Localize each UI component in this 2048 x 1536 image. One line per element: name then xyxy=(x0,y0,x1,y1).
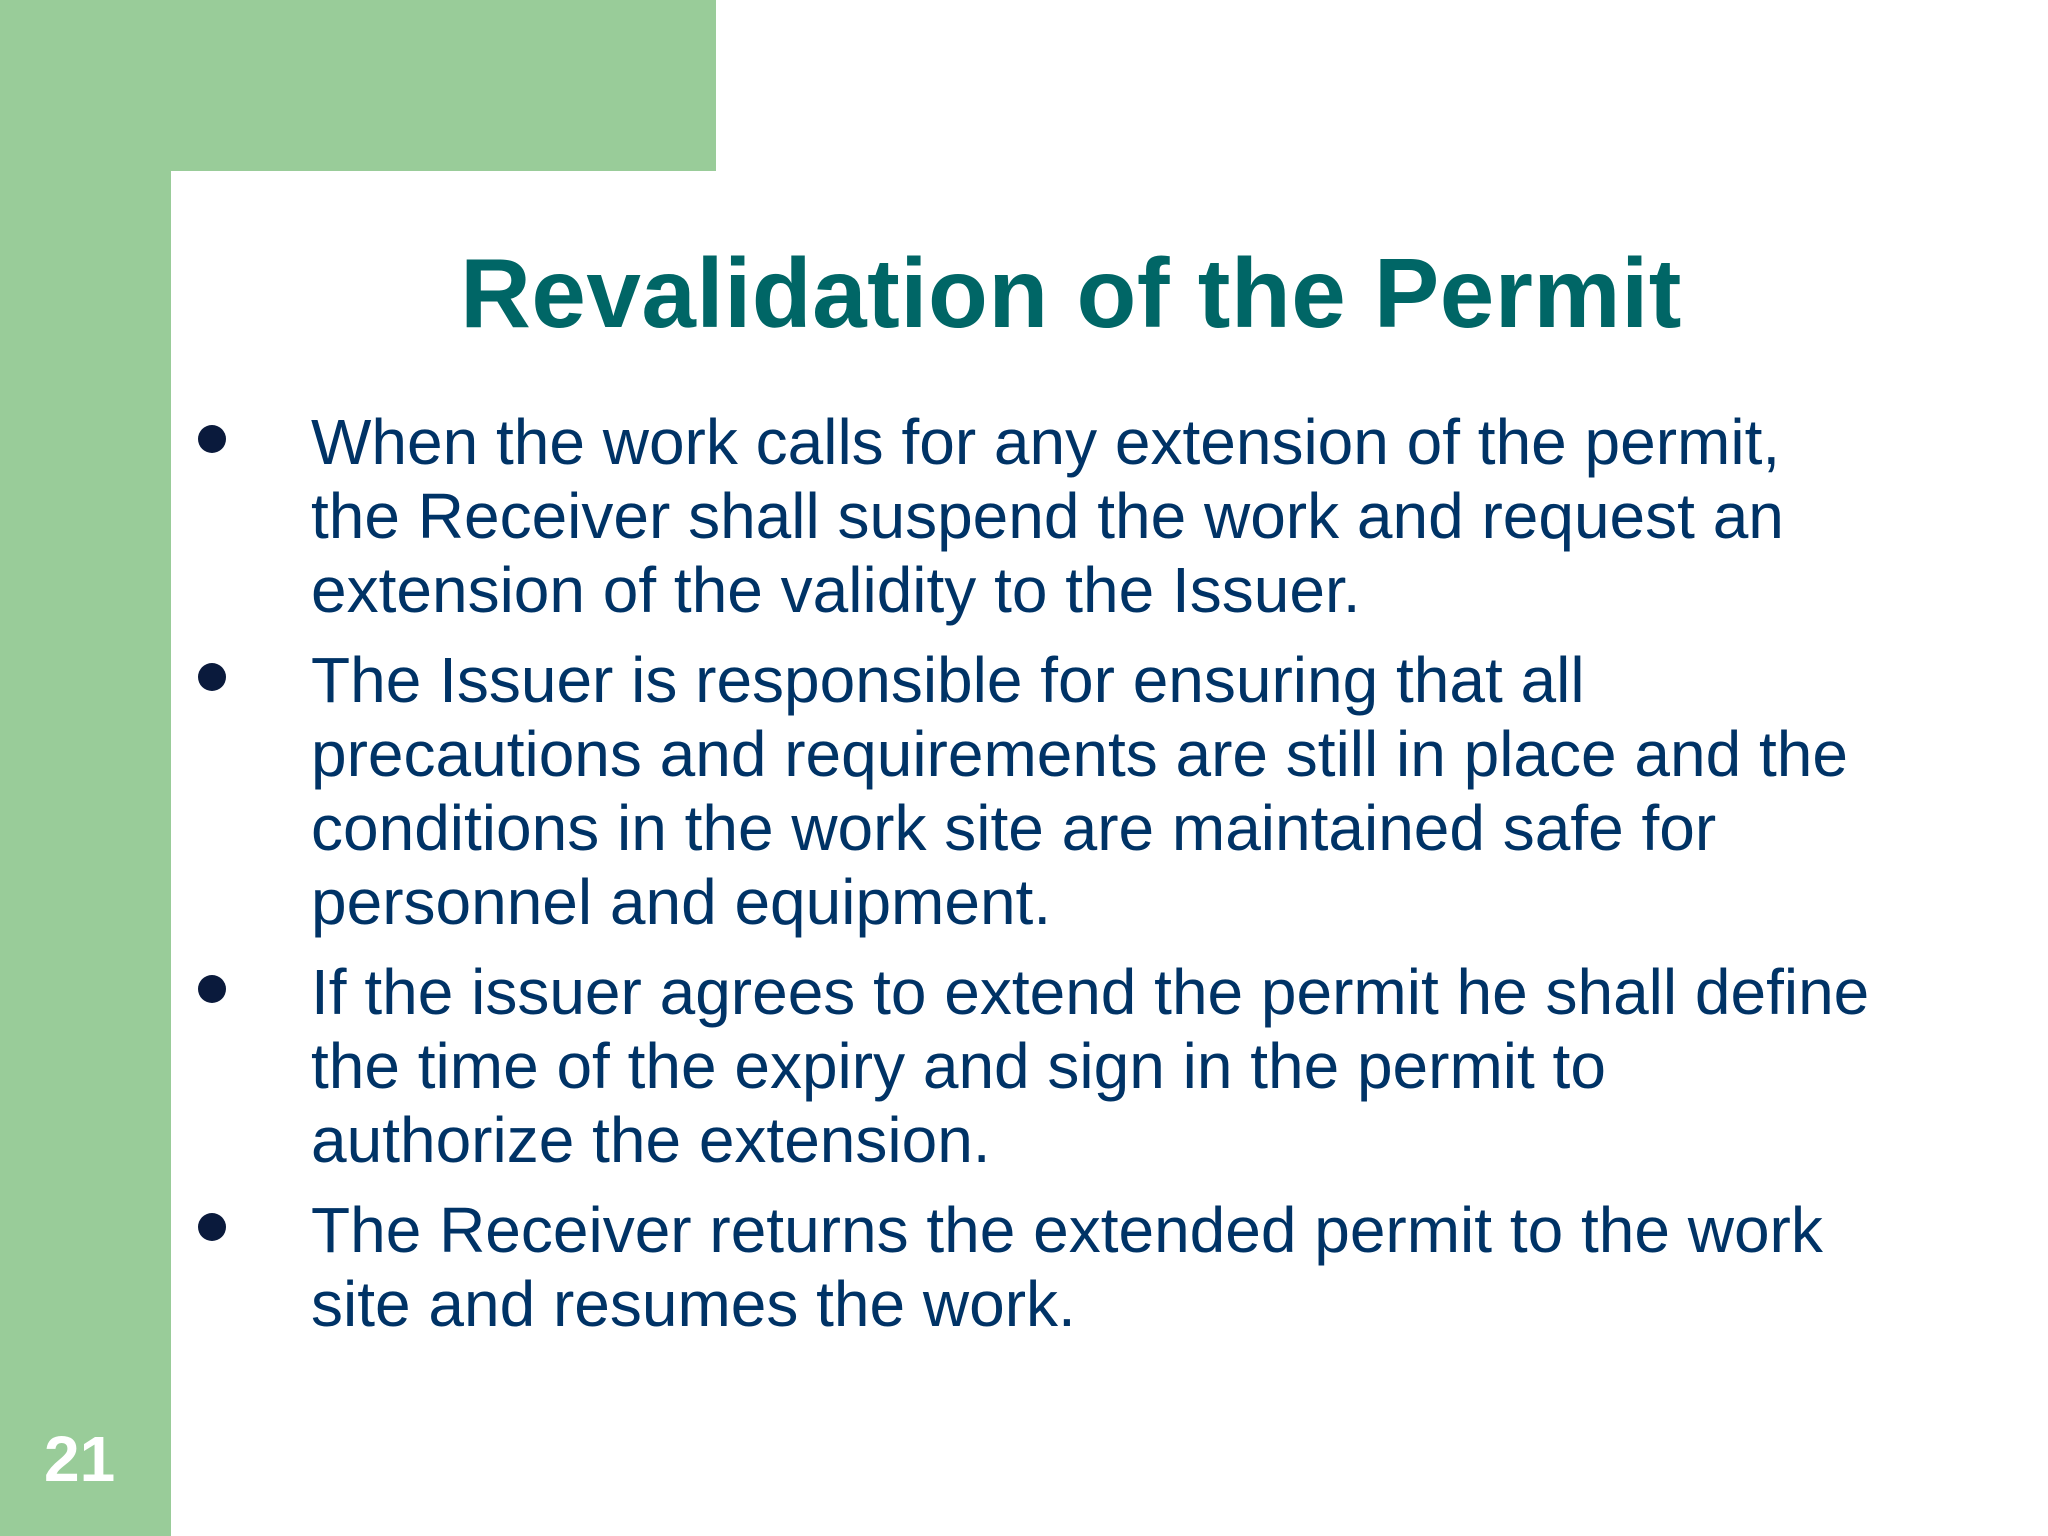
bullet-item xyxy=(190,955,1870,1177)
bullet-icon xyxy=(198,1213,226,1241)
page-number: 21 xyxy=(44,1423,116,1495)
bullet-text: If the issuer agrees to extend the permit he shall define the time of the expiry and sign in the permit to authorize the extension. xyxy=(311,956,1870,1176)
top-accent-bar xyxy=(0,0,716,171)
bullet-text: When the work calls for any extension of the permit, the Receiver shall suspend the work and request an extension of the validity to the Issuer. xyxy=(311,406,1784,626)
bullet-text: The Issuer is responsible for ensuring that all precautions and requirements are still in place and the conditions in the work site are maintained safe for personnel and equipment. xyxy=(311,644,1848,938)
slide-title: Revalidation of the Permit xyxy=(460,238,1682,348)
bullet-icon xyxy=(198,663,226,691)
bullet-item xyxy=(190,1193,1870,1341)
bullet-icon xyxy=(198,975,226,1003)
bullet-list xyxy=(190,405,1870,1357)
bullet-text: The Receiver returns the extended permit to the work site and resumes the work. xyxy=(311,1194,1823,1340)
bullet-icon xyxy=(198,425,226,453)
left-accent-bar xyxy=(0,0,171,1536)
bullet-item xyxy=(190,643,1870,939)
bullet-item xyxy=(190,405,1870,627)
